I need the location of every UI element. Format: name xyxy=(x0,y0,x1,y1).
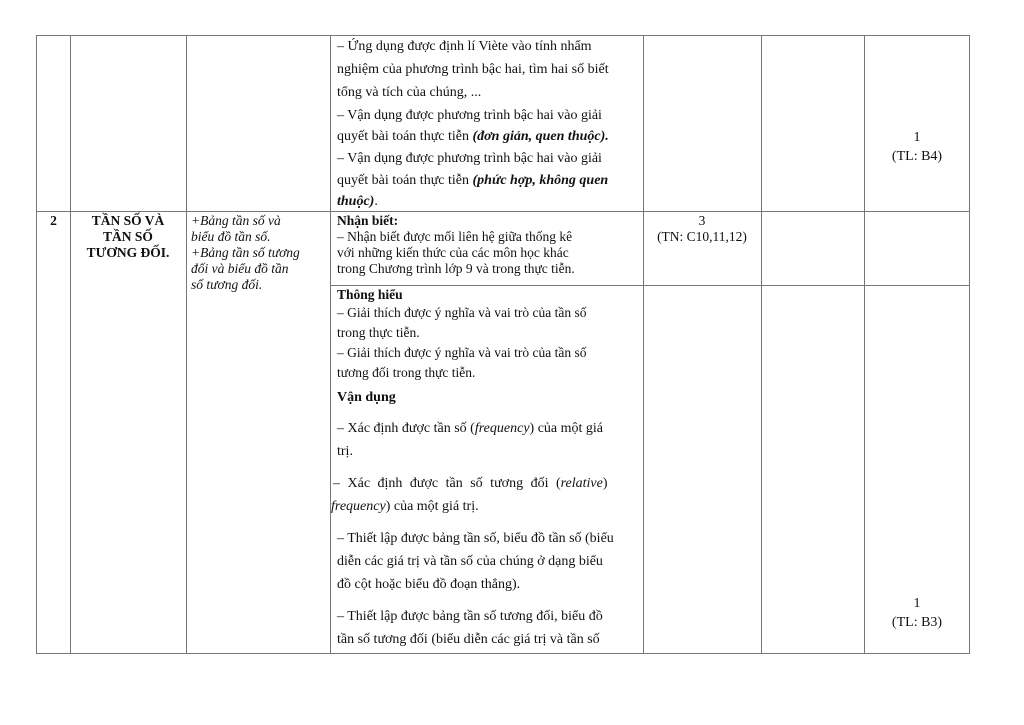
content-line: – Xác định được tần số ( xyxy=(337,421,475,436)
column-divider xyxy=(186,36,187,653)
column-divider xyxy=(330,36,331,653)
level-title: Vận dụng xyxy=(337,390,396,405)
content-term: relative xyxy=(560,476,603,491)
question-code: (TL: B4) xyxy=(891,149,943,164)
content-line: diễn các giá trị và tần số của chúng ở dạng biểu xyxy=(337,554,603,569)
content-line: – Vận dụng được phương trình bậc hai vào giải xyxy=(337,151,602,166)
row2-topic-cell xyxy=(70,213,186,261)
content-line: quyết bài toán thực tiễn xyxy=(337,129,473,144)
unit-line: biểu đồ tần số. xyxy=(191,229,271,244)
topic-line: TẦN SỐ xyxy=(103,229,153,244)
row-divider xyxy=(643,285,761,286)
content-line: ) của một giá xyxy=(529,421,604,436)
content-line: đồ cột hoặc biểu đồ đoạn thẳng). xyxy=(337,577,521,592)
level-title: Nhận biết: xyxy=(337,213,399,228)
question-code: (TL: B3) xyxy=(891,615,943,630)
content-emphasis: (đơn giản, quen thuộc). xyxy=(472,129,609,144)
content-line: tương đối trong thực tiễn. xyxy=(337,365,476,380)
level-title: Thông hiểu xyxy=(337,287,403,302)
content-line: tổng và tích của chúng, ... xyxy=(337,85,482,100)
content-line: – Thiết lập được bảng tần số, biểu đồ tần số (biểu xyxy=(337,531,614,546)
content-line: trị. xyxy=(337,444,353,459)
row-divider xyxy=(330,285,643,286)
unit-line: +Bảng tần số và xyxy=(191,213,281,228)
content-line: nghiệm của phương trình bậc hai, tìm hai số biết xyxy=(337,62,609,77)
column-divider xyxy=(643,36,644,653)
content-line: tần số tương đối (biểu diễn các giá trị và tần số xyxy=(337,632,600,647)
question-count: 1 xyxy=(913,596,921,611)
content-line: – Giải thích được ý nghĩa và vai trò của tần số xyxy=(337,305,587,320)
content-line: – Giải thích được ý nghĩa và vai trò của tần số xyxy=(337,345,587,360)
question-count: 1 xyxy=(913,130,921,145)
content-line: – Ứng dụng được định lí Viète vào tính nhẩm xyxy=(337,39,592,54)
row1-vandung-cell xyxy=(864,128,970,166)
row2-nhanbiet-count-cell xyxy=(643,213,761,245)
content-line: – Thiết lập được bảng tần số tương đối, biểu đồ xyxy=(337,609,603,624)
topic-line: TẦN SỐ VÀ xyxy=(91,213,165,228)
column-divider xyxy=(761,36,762,653)
content-line: – Vận dụng được phương trình bậc hai vào giải xyxy=(337,108,602,123)
row-divider xyxy=(37,211,969,212)
row2-nhanbiet-cell xyxy=(337,213,641,277)
assessment-matrix-table: – Ứng dụng được định lí Viète vào tính nhẩm nghiệm của phương trình bậc hai, tìm hai số biết tổng và tích của chúng, ... – Vận dụng được phương trình bậc hai vào giải quyết bài toán thực tiễn (đơn giản, quen thuộc). – Vận dụng được phương trình bậc hai vào giải quyết bài toán thực tiễn (phức hợp, không quen thuộc). 1 (TL: B4) 2 TẦN SỐ VÀ TẦN SỐ TƯƠNG ĐỐI. +Bảng tần số và biểu đồ tần số. +Bảng tần số tương đối và biểu đồ tần số tương đối. Nhận biết: – Nhận biết được mối liên hệ giữa thống kê với những kiến thức của các môn học khác trong Chương trình lớp 9 và trong thực tiễn. 3 (TN: C10,11,12) Thông hiểu – Giải thích được ý nghĩa và vai trò của tần số trong thực tiễn. – Giải thích được ý nghĩa và vai trò của tần số tương đối trong thực tiễn. Vận dụng – Xác định được tần số (frequency) của một giá trị. – Xác định được tần số tương đối (relative) frequency) của một giá trị. – Thiết lập được bảng tần số, biểu đồ tần số (biểu diễn các giá trị và tần số của chúng ở dạng biểu đồ cột hoặc biểu đồ đoạn thẳng). – Thiết lập được bảng tần số tương đối, biểu đồ tần số tương đối (biểu diễn các giá trị và tần số 1 (TL: B3) xyxy=(36,35,970,654)
row2-vandung-count-cell xyxy=(864,594,970,632)
question-count: 3 xyxy=(698,213,706,228)
content-emphasis: thuộc) xyxy=(337,194,375,209)
unit-line: đối và biểu đồ tần xyxy=(191,261,289,276)
content-line: quyết bài toán thực tiễn xyxy=(337,173,473,188)
content-term: frequency xyxy=(474,421,530,436)
topic-line: TƯƠNG ĐỐI. xyxy=(86,245,170,260)
content-term: frequency xyxy=(331,499,386,514)
unit-line: +Bảng tần số tương xyxy=(191,245,300,260)
row-divider xyxy=(864,285,969,286)
column-divider xyxy=(70,36,71,653)
content-line: trong thực tiễn. xyxy=(337,325,420,340)
content-emphasis: (phức hợp, không quen xyxy=(472,173,609,188)
content-line: ) của một giá trị. xyxy=(385,499,479,514)
question-code: (TN: C10,11,12) xyxy=(657,229,747,244)
row2-thonghieu-cell xyxy=(337,287,641,383)
row-divider xyxy=(761,285,864,286)
content-line: với những kiến thức của các môn học khác xyxy=(337,245,569,260)
content-line: – Nhận biết được mối liên hệ giữa thống kê xyxy=(337,229,573,244)
unit-line: số tương đối. xyxy=(191,277,263,292)
content-line: trong Chương trình lớp 9 và trong thực tiễn. xyxy=(337,261,575,276)
content-line: – Xác định được tần số tương đối ( xyxy=(333,476,561,491)
row2-unit-cell xyxy=(191,213,327,293)
row-number: 2 xyxy=(50,213,57,228)
row2-number-cell xyxy=(37,213,70,229)
content-line: . xyxy=(374,194,378,209)
